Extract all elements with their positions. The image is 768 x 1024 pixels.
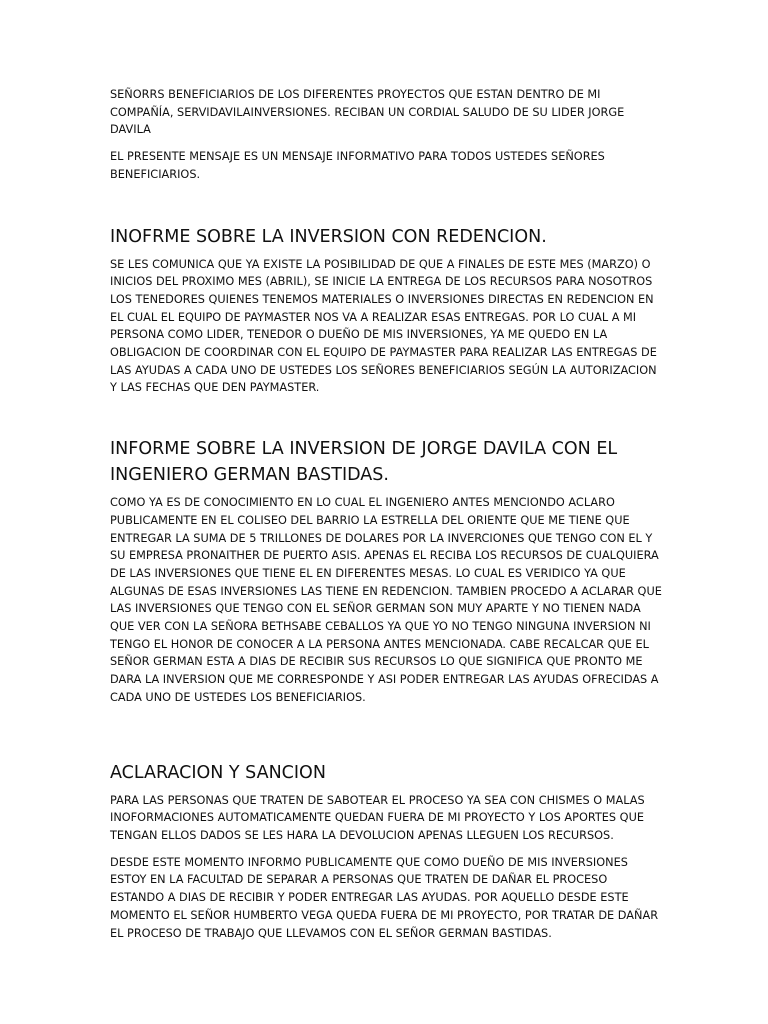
document-page — [110, 86, 662, 951]
section-aclaracion-paragraph-1: PARA LAS PERSONAS QUE TRATEN DE SABOTEAR EL PROCESO YA SEA CON CHISMES O MALAS INOFORMACIONES AUTOMATICAMENTE QUEDAN FUERA DE MI PROYECTO Y LOS APORTES QUE TENGAN ELLOS DADOS SE LES HARA LA DEVOLUCION APENAS LLEGUEN LOS RECURSOS. — [110, 793, 645, 842]
section-heading-redencion: INOFRME SOBRE LA INVERSION CON REDENCION. — [110, 226, 547, 247]
intro-purpose-paragraph: EL PRESENTE MENSAJE ES UN MENSAJE INFORMATIVO PARA TODOS USTEDES SEÑORES BENEFICIARIOS. — [110, 150, 605, 181]
section-heading-aclaracion: ACLARACION Y SANCION — [110, 762, 326, 783]
section-spacer — [110, 406, 662, 436]
intro-greeting-paragraph: SEÑORRS BENEFICIARIOS DE LOS DIFERENTES PROYECTOS QUE ESTAN DENTRO DE MI COMPAÑÍA, SERVIDAVILAINVERSIONES. RECIBAN UN CORDIAL SALUDO DE SU LIDER JORGE DAVILA — [110, 88, 625, 137]
section-redencion-paragraph: SE LES COMUNICA QUE YA EXISTE LA POSIBILIDAD DE QUE A FINALES DE ESTE MES (MARZO) O INICIOS DEL PROXIMO MES (ABRIL), SE INICIE LA ENTREGA DE LOS RECURSOS PARA NOSOTROS LOS TENEDORES QUIENES TENEMOS MATERIALES O INVERSIONES DIRECTAS EN REDENCION EN EL CUAL EL EQUIPO DE PAYMASTER NOS VA A REALIZAR ESAS ENTREGAS. POR LO CUAL A MI PERSONA COMO LIDER, TENEDOR O DUEÑO DE MIS INVERSIONES, YA ME QUEDO EN LA OBLIGACION DE COORDINAR CON EL EQUIPO DE PAYMASTER PARA REALIZAR LAS ENTREGAS DE LAS AYUDAS A CADA UNO DE USTEDES LOS SEÑORES BENEFICIARIOS SEGÚN LA AUTORIZACION Y LAS FECHAS QUE DEN PAYMASTER. — [110, 257, 657, 395]
section-aclaracion-paragraph-2: DESDE ESTE MOMENTO INFORMO PUBLICAMENTE QUE COMO DUEÑO DE MIS INVERSIONES ESTOY EN LA FACULTAD DE SEPARAR A PERSONAS QUE TRATEN DE DAÑAR EL PROCESO ESTANDO A DIAS DE RECIBIR Y PODER ENTREGAR LAS AYUDAS. POR AQUELLO DESDE ESTE MOMENTO EL SEÑOR HUMBERTO VEGA QUEDA FUERA DE MI PROYECTO, POR TRATAR DE DAÑAR EL PROCESO DE TRABAJO QUE LLEVAMOS CON EL SEÑOR GERMAN BASTIDAS. — [110, 855, 659, 940]
section-german-bastidas-paragraph: COMO YA ES DE CONOCIMIENTO EN LO CUAL EL INGENIERO ANTES MENCIONDO ACLARO PUBLICAMENTE EN EL COLISEO DEL BARRIO LA ESTRELLA DEL ORIENTE QUE ME TIENE QUE ENTREGAR LA SUMA DE 5 TRILLONES DE DOLARES POR LA INVERCIONES QUE TENGO CON EL Y SU EMPRESA PRONAITHER DE PUERTO ASIS. APENAS EL RECIBA LOS RECURSOS DE CUALQUIERA DE LAS INVERSIONES QUE TIENE EL EN DIFERENTES MESAS. LO CUAL ES VERIDICO YA QUE ALGUNAS DE ESAS INVERSIONES LAS TIENE EN REDENCION. TAMBIEN PROCEDO A ACLARAR QUE LAS INVERSIONES QUE TENGO CON EL SEÑOR GERMAN SON MUY APARTE Y NO TIENEN NADA QUE VER CON LA SEÑORA BETHSABE CEBALLOS YA QUE YO NO TENGO NINGUNA INVERSION NI TENGO EL HONOR DE CONOCER A LA PERSONA ANTES MENCIONADA. CABE RECALCAR QUE EL SEÑOR GERMAN ESTA A DIAS DE RECIBIR SUS RECURSOS LO QUE SIGNIFICA QUE PRONTO ME DARA LA INVERSION QUE ME CORRESPONDE Y ASI PODER ENTREGAR LAS AYUDAS OFRECIDAS A CADA UNO DE USTEDES LOS BENEFICIARIOS. — [110, 496, 662, 704]
section-spacer — [110, 193, 662, 224]
section-spacer — [110, 716, 662, 760]
section-heading-german-bastidas: INFORME SOBRE LA INVERSION DE JORGE DAVILA CON EL INGENIERO GERMAN BASTIDAS. — [110, 439, 618, 486]
